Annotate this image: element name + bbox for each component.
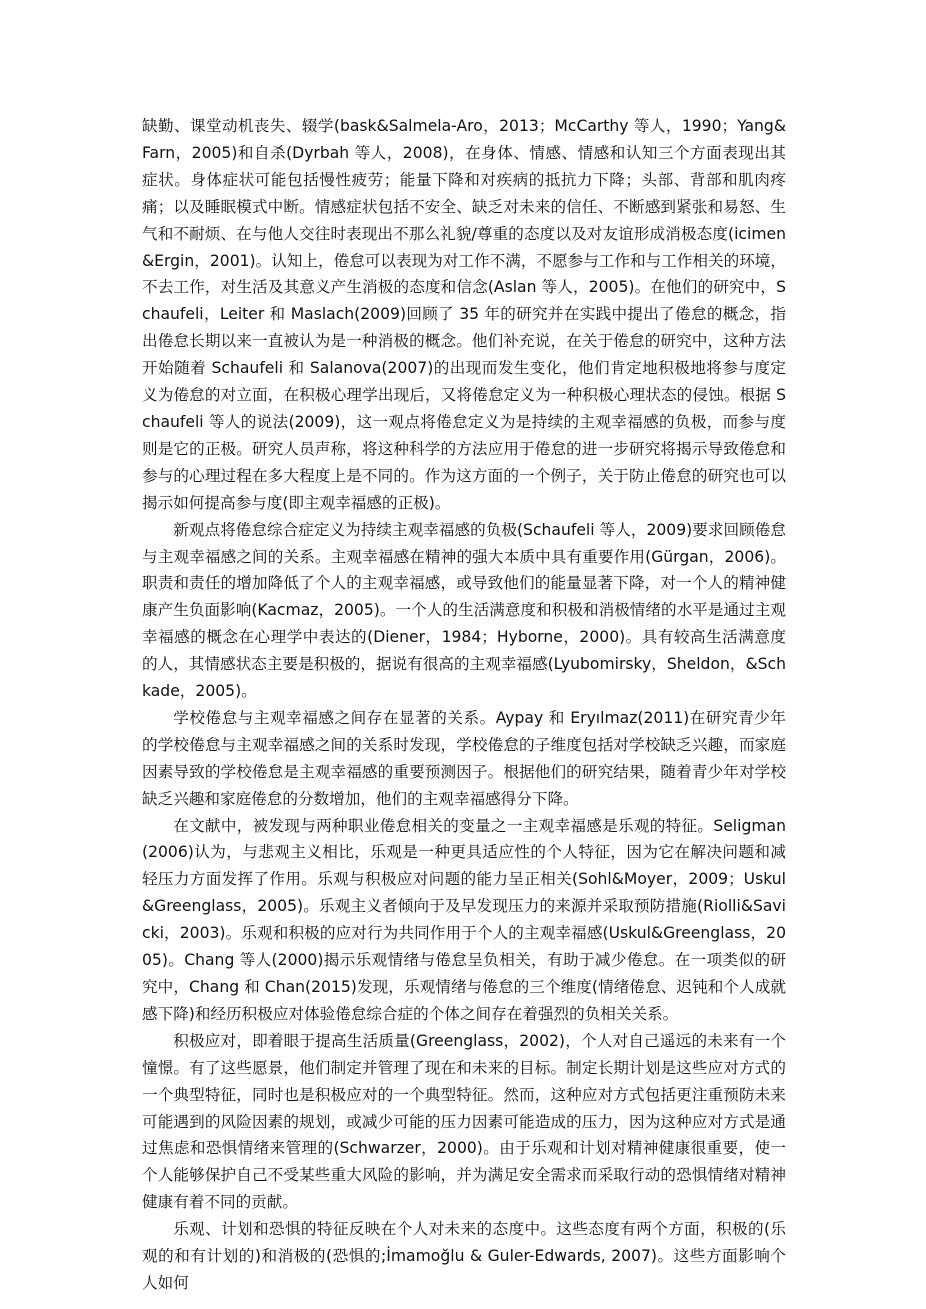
document-body: [142, 113, 786, 1297]
paragraph-6: 乐观、计划和恐惧的特征反映在个人对未来的态度中。这些态度有两个方面，积极的(乐观的和有计划的)和消极的(恐惧的;İmamoğlu & Guler-Edwards, 2007)。这些方面影响个人如何: [142, 1220, 786, 1292]
paragraph-5: 积极应对，即着眼于提高生活质量(Greenglass，2002)，个人对自己遥远的未来有一个憧憬。有了这些愿景，他们制定并管理了现在和未来的目标。制定长期计划是这些应对方式的一个典型特征，同时也是积极应对的一个典型特征。然而，这种应对方式包括更注重预防未来可能遇到的风险因素的规划，或减少可能的压力因素可能造成的压力，因为这种应对方式是通过焦虑和恐惧情绪来管理的(Schwarzer，2000)。由于乐观和计划对精神健康很重要，使一个人能够保护自己不受某些重大风险的影响，并为满足安全需求而采取行动的恐惧情绪对精神健康有着不同的贡献。: [142, 1031, 786, 1212]
paragraph-2: 新观点将倦怠综合症定义为持续主观幸福感的负极(Schaufeli 等人，2009)要求回顾倦怠与主观幸福感之间的关系。主观幸福感在精神的强大本质中具有重要作用(Gürgan，2006)。职责和责任的增加降低了个人的主观幸福感，或导致他们的能量显著下降，对一个人的精神健康产生负面影响(Kacmaz，2005)。一个人的生活满意度和积极和消极情绪的水平是通过主观幸福感的概念在心理学中表达的(Diener，1984；Hyborne，2000)。具有较高生活满意度的人，其情感状态主要是积极的，据说有很高的主观幸福感(Lyubomirsky，Sheldon，&Schkade，2005)。: [142, 520, 786, 701]
paragraph-4: 在文献中，被发现与两种职业倦怠相关的变量之一主观幸福感是乐观的特征。Seligman(2006)认为，与悲观主义相比，乐观是一种更具适应性的个人特征，因为它在解决问题和减轻压力方面发挥了作用。乐观与积极应对问题的能力呈正相关(Sohl&Moyer，2009；Uskul&Greenglass，2005)。乐观主义者倾向于及早发现压力的来源并采取预防措施(Riolli&Savicki，2003)。乐观和积极的应对行为共同作用于个人的主观幸福感(Uskul&Greenglass，2005)。Chang 等人(2000)揭示乐观情绪与倦怠呈负相关，有助于减少倦怠。在一项类似的研究中，Chang 和 Chan(2015)发现，乐观情绪与倦怠的三个维度(情绪倦怠、迟钝和个人成就感下降)和经历积极应对体验倦怠综合症的个体之间存在着强烈的负相关关系。: [142, 816, 786, 1023]
paragraph-1: 缺勤、课堂动机丧失、辍学(bask&Salmela-Aro，2013；McCarthy 等人，1990；Yang&Farn，2005)和自杀(Dyrbah 等人，2008)，在身体、情感、情感和认知三个方面表现出其症状。身体症状可能包括慢性疲劳；能量下降和对疾病的抵抗力下降；头部、背部和肌肉疼痛；以及睡眠模式中断。情感症状包括不安全、缺乏对未来的信任、不断感到紧张和易怒、生气和不耐烦、在与他人交往时表现出不那么礼貌/尊重的态度以及对友谊形成消极态度(icimen&Ergin，2001)。认知上，倦怠可以表现为对工作不满，不愿参与工作和与工作相关的环境，不去工作，对生活及其意义产生消极的态度和信念(Aslan 等人，2005)。在他们的研究中，Schaufeli，Leiter 和 Maslach(2009)回顾了 35 年的研究并在实践中提出了倦怠的概念，指出倦怠长期以来一直被认为是一种消极的概念。他们补充说，在关于倦怠的研究中，这种方法开始随着 Schaufeli 和 Salanova(2007)的出现而发生变化，他们肯定地积极地将参与度定义为倦怠的对立面，在积极心理学出现后，又将倦怠定义为一种积极心理状态的侵蚀。根据 Schaufeli 等人的说法(2009)，这一观点将倦怠定义为是持续的主观幸福感的负极，而参与度则是它的正极。研究人员声称，将这种科学的方法应用于倦怠的进一步研究将揭示导致倦怠和参与的心理过程在多大程度上是不同的。作为这方面的一个例子，关于防止倦怠的研究也可以揭示如何提高参与度(即主观幸福感的正极)。: [142, 117, 786, 512]
paragraph-3: 学校倦怠与主观幸福感之间存在显著的关系。Aypay 和 Eryılmaz(2011)在研究青少年的学校倦怠与主观幸福感之间的关系时发现，学校倦怠的子维度包括对学校缺乏兴趣，而家庭因素导致的学校倦怠是主观幸福感的重要预测因子。根据他们的研究结果，随着青少年对学校缺乏兴趣和家庭倦怠的分数增加，他们的主观幸福感得分下降。: [142, 708, 786, 808]
